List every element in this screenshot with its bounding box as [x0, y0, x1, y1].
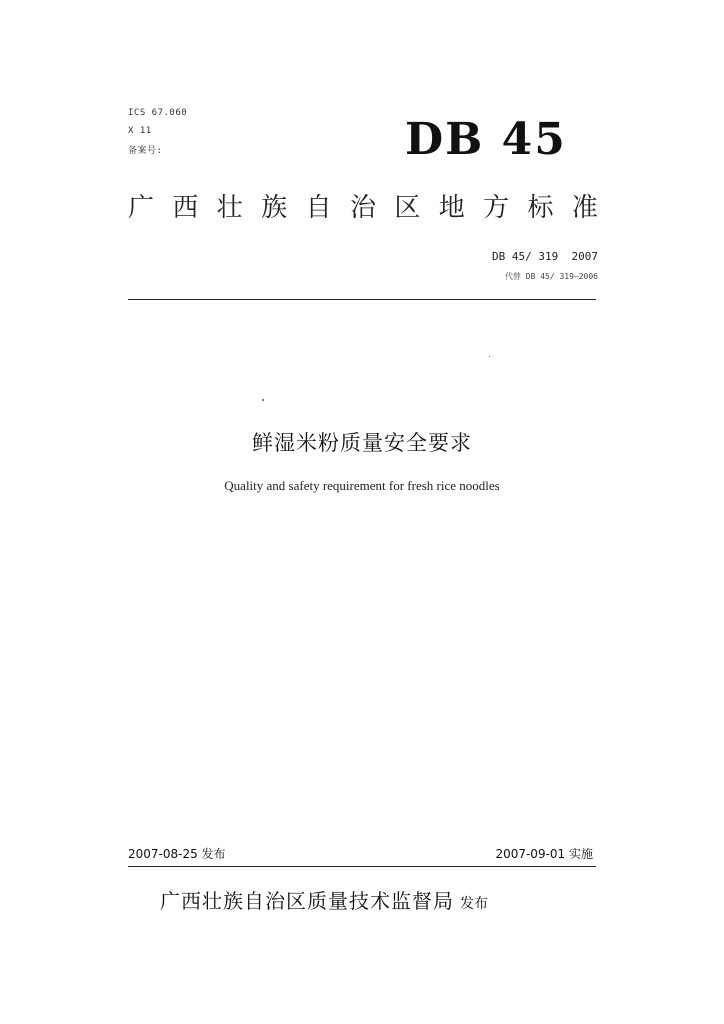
standard-type-char: 准	[571, 193, 598, 223]
header-divider	[128, 299, 596, 300]
footer-divider	[128, 866, 596, 867]
standard-type-char: 区	[394, 193, 421, 223]
standard-type-char: 西	[172, 193, 199, 223]
standard-type-char: 自	[305, 193, 332, 223]
db-code-logo: DB 45	[405, 114, 567, 165]
document-subtitle: Quality and safety requirement for fresh rice noodles	[224, 478, 500, 493]
implementation-date: 2007-09-01 实施	[495, 847, 593, 861]
ics-code: ICS 67.060	[128, 108, 188, 118]
standard-type-char: 广	[128, 193, 155, 223]
standard-number: DB 45/ 319 2007	[492, 250, 598, 263]
document-title: 鲜湿米粉质量安全要求	[252, 431, 472, 455]
scan-speck	[489, 356, 490, 357]
issuer-name: 广西壮族自治区质量技术监督局	[160, 889, 454, 913]
standard-type-char: 治	[349, 193, 376, 223]
classification-code: X 11	[128, 126, 152, 136]
replaces-standard: 代替 DB 45/ 319—2006	[504, 272, 598, 281]
standard-type-heading	[128, 195, 598, 221]
issuer-suffix: 发布	[460, 896, 488, 912]
issuing-authority	[160, 885, 488, 914]
standard-type-char: 族	[261, 193, 288, 223]
issue-date: 2007-08-25 发布	[128, 847, 226, 861]
standard-type-char: 地	[438, 193, 465, 223]
standard-type-char: 标	[527, 193, 554, 223]
standard-type-char: 方	[483, 193, 510, 223]
standard-type-char: 壮	[216, 193, 243, 223]
scan-speck	[262, 399, 264, 401]
filing-number-label: 备案号:	[128, 146, 163, 156]
